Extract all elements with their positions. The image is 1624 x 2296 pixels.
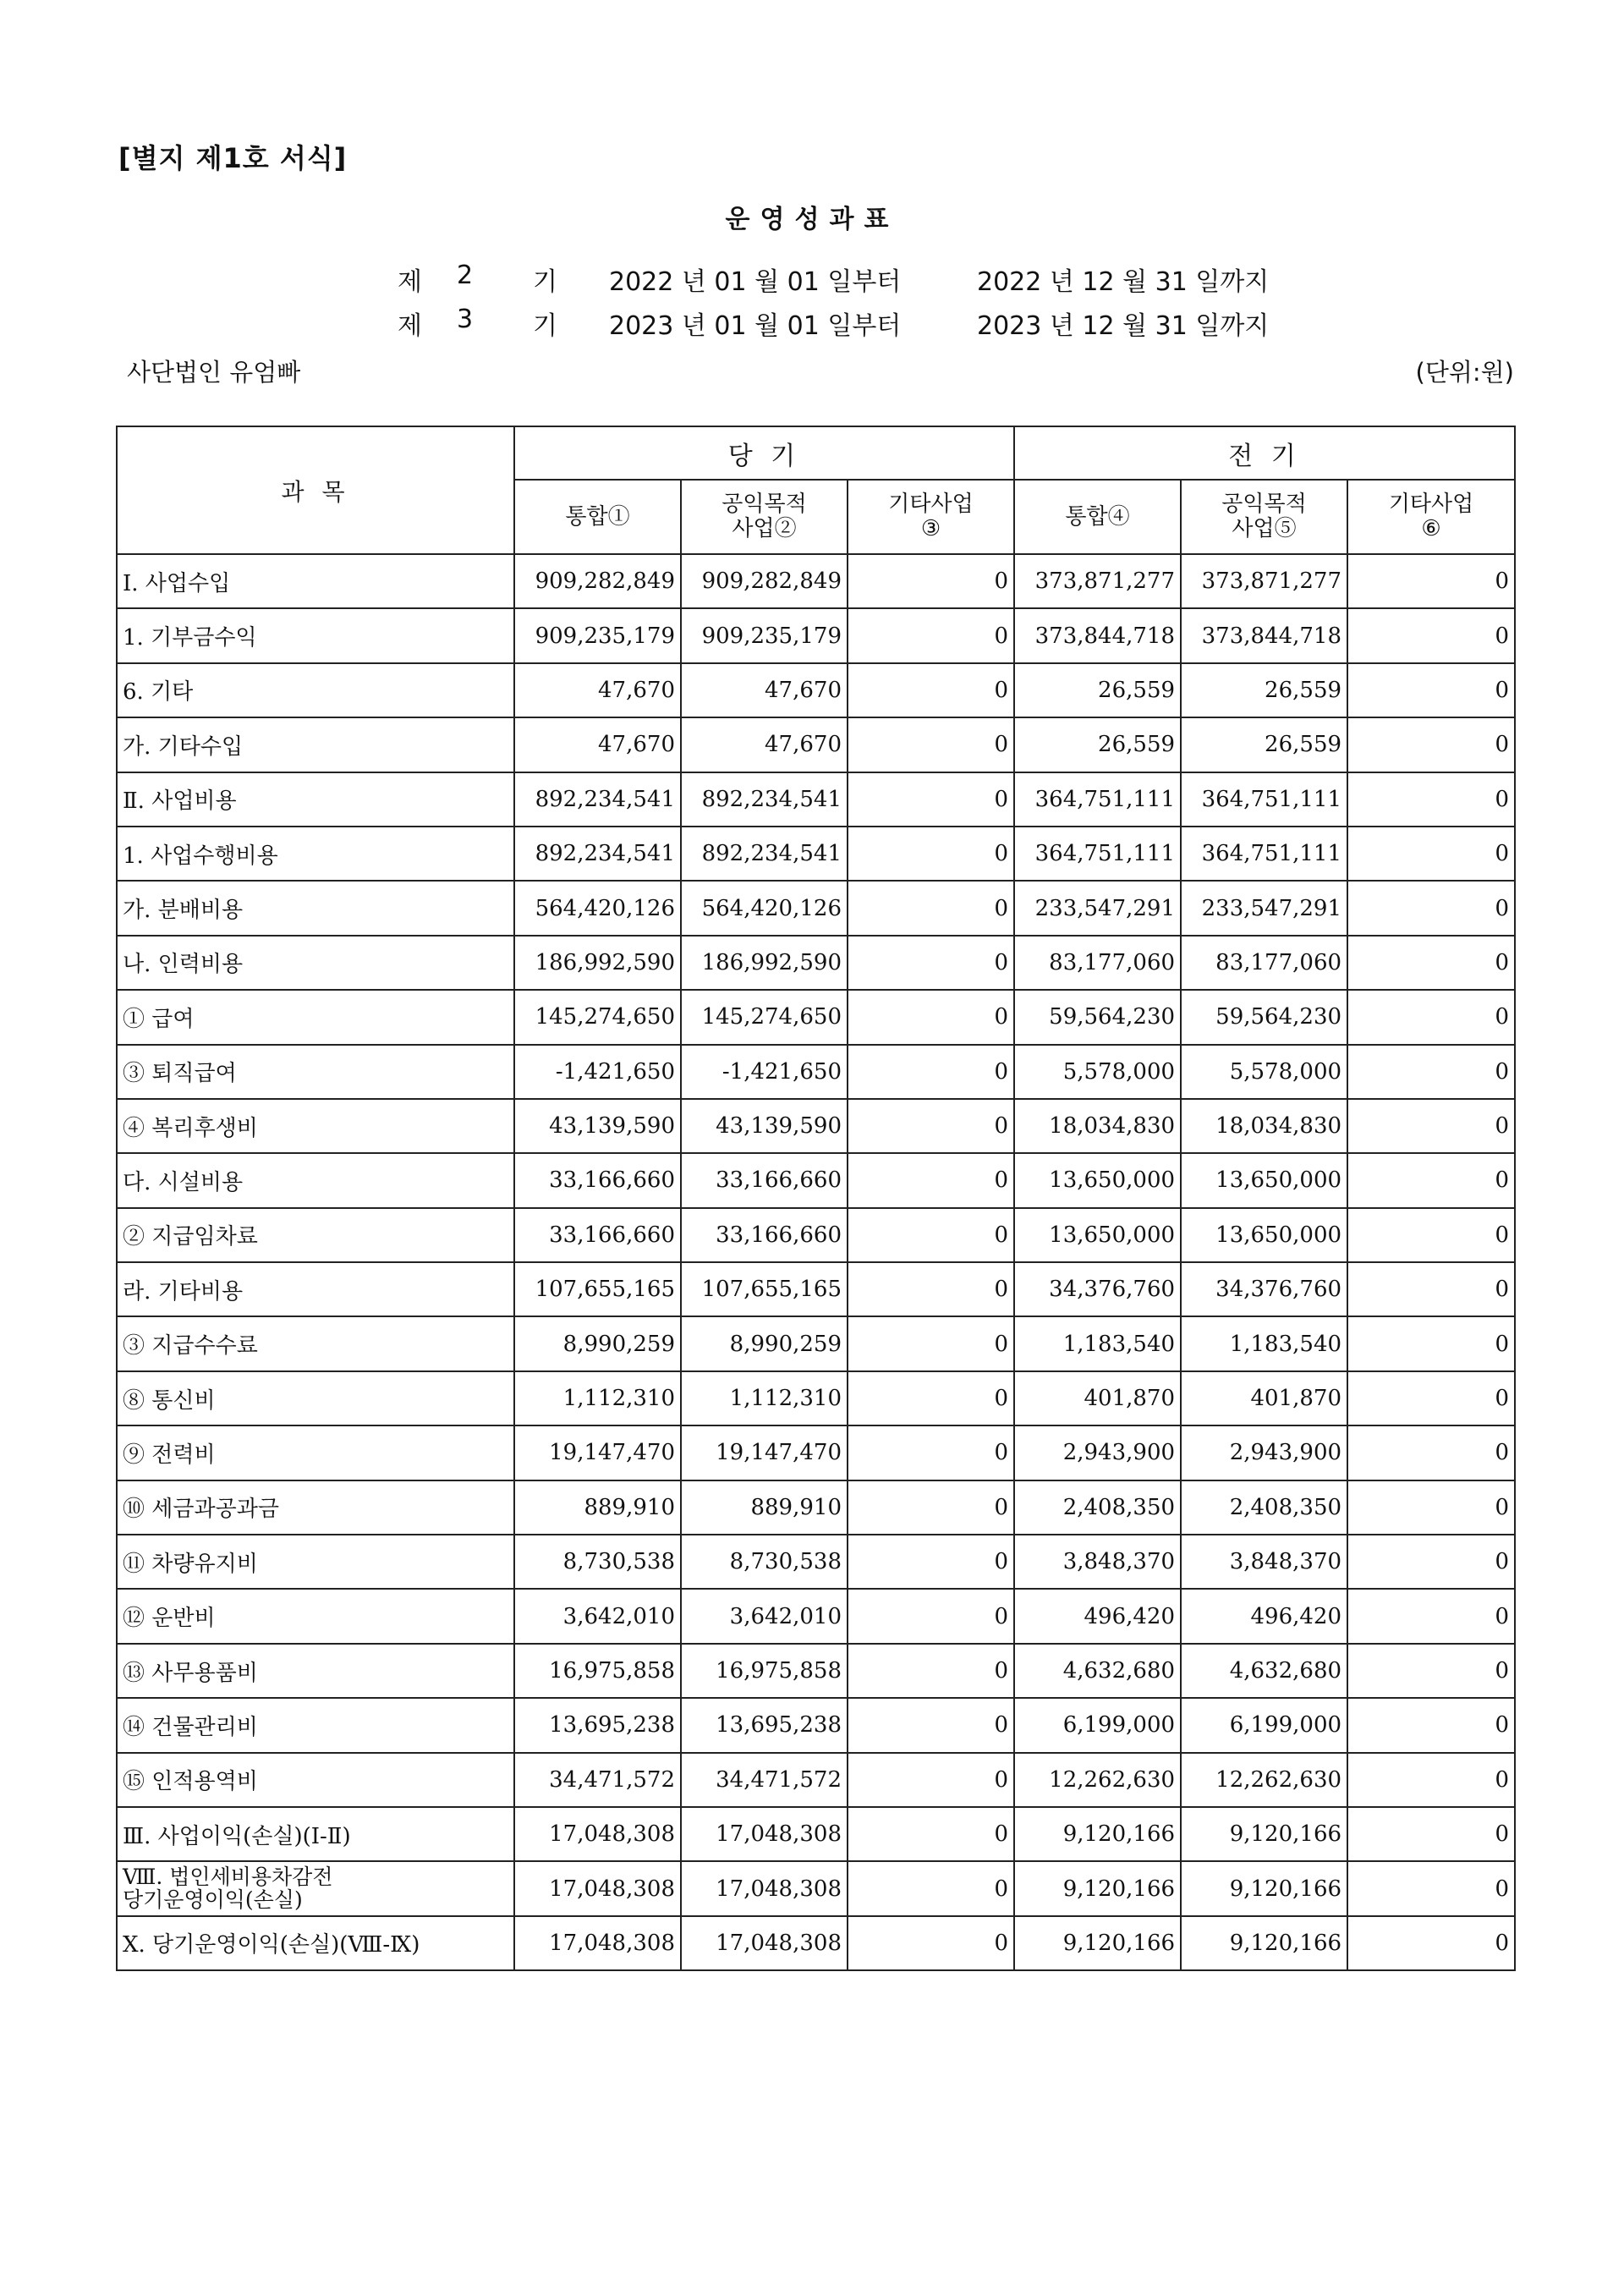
document-title: 운영성과표 — [725, 205, 899, 234]
row-subject: 가. 기타수입 — [117, 717, 514, 772]
amount-cell: 364,751,111 — [1181, 827, 1347, 881]
row-subject: ⑭ 건물관리비 — [117, 1698, 514, 1752]
row-subject: ⑨ 전력비 — [117, 1425, 514, 1480]
current-period-header: 당 기 — [514, 426, 1014, 480]
table-row — [117, 1208, 1515, 1262]
amount-cell: 9,120,166 — [1014, 1807, 1181, 1861]
amount-cell: 0 — [1347, 1698, 1515, 1752]
col-header-public-previous — [1181, 480, 1347, 554]
col-header-combined-current — [514, 480, 681, 554]
amount-cell: 373,871,277 — [1181, 554, 1347, 608]
amount-cell: 0 — [1347, 554, 1515, 608]
amount-cell: 17,048,308 — [514, 1861, 681, 1915]
amount-cell: 0 — [1347, 1861, 1515, 1915]
amount-cell: 0 — [1347, 1153, 1515, 1207]
amount-cell: 0 — [848, 1644, 1014, 1698]
row-subject: ⑬ 사무용품비 — [117, 1644, 514, 1698]
amount-cell: 3,848,370 — [1014, 1535, 1181, 1589]
col-header-text: 통합④ — [1065, 503, 1130, 530]
amount-cell: 364,751,111 — [1181, 772, 1347, 827]
table-row — [117, 827, 1515, 881]
amount-cell: 0 — [848, 936, 1014, 990]
table-row — [117, 1535, 1515, 1589]
amount-cell: 13,695,238 — [681, 1698, 848, 1752]
amount-cell: -1,421,650 — [514, 1045, 681, 1099]
amount-cell: 892,234,541 — [514, 827, 681, 881]
amount-cell: 0 — [848, 1535, 1014, 1589]
amount-cell: 0 — [848, 1425, 1014, 1480]
amount-cell: 0 — [848, 1316, 1014, 1370]
amount-cell: 0 — [1347, 936, 1515, 990]
col-header-other-previous — [1347, 480, 1515, 554]
amount-cell: 0 — [848, 1153, 1014, 1207]
row-subject: ⑧ 통신비 — [117, 1371, 514, 1425]
amount-cell: 8,990,259 — [514, 1316, 681, 1370]
amount-cell: 2,943,900 — [1181, 1425, 1347, 1480]
amount-cell: 0 — [848, 1208, 1014, 1262]
organization-name: 사단법인 유엄빠 — [127, 358, 301, 387]
row-subject: Ⅱ. 사업비용 — [117, 772, 514, 827]
row-subject: ⑩ 세금과공과금 — [117, 1480, 514, 1535]
amount-cell: 0 — [1347, 608, 1515, 662]
row-subject: ② 지급임차료 — [117, 1208, 514, 1262]
amount-cell: 0 — [848, 1371, 1014, 1425]
amount-cell: 0 — [1347, 990, 1515, 1044]
amount-cell: 0 — [848, 1045, 1014, 1099]
amount-cell: 17,048,308 — [514, 1916, 681, 1970]
amount-cell: 13,650,000 — [1014, 1153, 1181, 1207]
table-body — [117, 554, 1515, 1970]
amount-cell: 16,975,858 — [514, 1644, 681, 1698]
amount-cell: 18,034,830 — [1014, 1099, 1181, 1153]
table-row — [117, 1861, 1515, 1915]
form-label: [별지 제1호 서식] — [118, 142, 348, 174]
amount-cell: 1,183,540 — [1181, 1316, 1347, 1370]
table-row — [117, 1807, 1515, 1861]
amount-cell: 233,547,291 — [1181, 881, 1347, 935]
amount-cell: 0 — [848, 772, 1014, 827]
amount-cell: 0 — [848, 827, 1014, 881]
table-row — [117, 663, 1515, 717]
amount-cell: 34,376,760 — [1181, 1262, 1347, 1316]
amount-cell: 107,655,165 — [681, 1262, 848, 1316]
amount-cell: 26,559 — [1014, 663, 1181, 717]
amount-cell: 4,632,680 — [1181, 1644, 1347, 1698]
amount-cell: 0 — [1347, 881, 1515, 935]
amount-cell: 0 — [1347, 1316, 1515, 1370]
amount-cell: 0 — [848, 1861, 1014, 1915]
amount-cell: 0 — [848, 554, 1014, 608]
amount-cell: 0 — [1347, 1262, 1515, 1316]
table-row — [117, 1371, 1515, 1425]
table-row — [117, 1589, 1515, 1643]
amount-cell: 33,166,660 — [681, 1153, 848, 1207]
row-subject: 1. 사업수행비용 — [117, 827, 514, 881]
amount-cell: 83,177,060 — [1014, 936, 1181, 990]
subject-header: 과 목 — [117, 426, 514, 554]
amount-cell: 0 — [1347, 1916, 1515, 1970]
amount-cell: 17,048,308 — [681, 1807, 848, 1861]
amount-cell: 18,034,830 — [1181, 1099, 1347, 1153]
amount-cell: 909,282,849 — [514, 554, 681, 608]
period-je: 제 — [398, 311, 422, 341]
table-row — [117, 936, 1515, 990]
amount-cell: 33,166,660 — [514, 1153, 681, 1207]
amount-cell: 364,751,111 — [1014, 772, 1181, 827]
amount-cell: 496,420 — [1181, 1589, 1347, 1643]
amount-cell: 496,420 — [1014, 1589, 1181, 1643]
amount-cell: 373,871,277 — [1014, 554, 1181, 608]
amount-cell: 19,147,470 — [681, 1425, 848, 1480]
amount-cell: 43,139,590 — [514, 1099, 681, 1153]
amount-cell: 889,910 — [681, 1480, 848, 1535]
amount-cell: 59,564,230 — [1014, 990, 1181, 1044]
amount-cell: 2,943,900 — [1014, 1425, 1181, 1480]
amount-cell: 0 — [1347, 1589, 1515, 1643]
col-header-other-current — [848, 480, 1014, 554]
amount-cell: 47,670 — [681, 663, 848, 717]
amount-cell: 1,112,310 — [681, 1371, 848, 1425]
table-row — [117, 1644, 1515, 1698]
col-header-text: 기타사업 — [1388, 492, 1474, 518]
amount-cell: 47,670 — [514, 717, 681, 772]
amount-cell: 0 — [848, 608, 1014, 662]
amount-cell: 0 — [1347, 663, 1515, 717]
table-row — [117, 772, 1515, 827]
amount-cell: 13,695,238 — [514, 1698, 681, 1752]
amount-cell: 401,870 — [1181, 1371, 1347, 1425]
amount-cell: 0 — [848, 1698, 1014, 1752]
amount-cell: 889,910 — [514, 1480, 681, 1535]
col-header-text: 통합① — [565, 503, 630, 530]
row-subject: 다. 시설비용 — [117, 1153, 514, 1207]
row-subject: ⑫ 운반비 — [117, 1589, 514, 1643]
amount-cell: 4,632,680 — [1014, 1644, 1181, 1698]
amount-cell: 186,992,590 — [514, 936, 681, 990]
amount-cell: 0 — [848, 1916, 1014, 1970]
row-subject: ③ 퇴직급여 — [117, 1045, 514, 1099]
amount-cell: 9,120,166 — [1014, 1916, 1181, 1970]
amount-cell: 0 — [848, 663, 1014, 717]
amount-cell: 47,670 — [681, 717, 848, 772]
amount-cell: 0 — [1347, 1371, 1515, 1425]
amount-cell: 0 — [1347, 772, 1515, 827]
amount-cell: 186,992,590 — [681, 936, 848, 990]
amount-cell: 564,420,126 — [681, 881, 848, 935]
amount-cell: 233,547,291 — [1014, 881, 1181, 935]
row-subject: 가. 분배비용 — [117, 881, 514, 935]
amount-cell: 0 — [848, 881, 1014, 935]
amount-cell: 6,199,000 — [1181, 1698, 1347, 1752]
row-subject: Ⅷ. 법인세비용차감전 당기운영이익(손실) — [117, 1861, 514, 1915]
row-subject: ④ 복리후생비 — [117, 1099, 514, 1153]
table-row — [117, 1916, 1515, 1970]
amount-cell: 34,471,572 — [681, 1753, 848, 1807]
amount-cell: 19,147,470 — [514, 1425, 681, 1480]
amount-cell: 8,990,259 — [681, 1316, 848, 1370]
amount-cell: 909,235,179 — [681, 608, 848, 662]
amount-cell: 33,166,660 — [681, 1208, 848, 1262]
row-subject: Ⅲ. 사업이익(손실)(Ⅰ-Ⅱ) — [117, 1807, 514, 1861]
amount-cell: 0 — [1347, 1045, 1515, 1099]
col-header-text: 기타사업 — [888, 492, 974, 518]
amount-cell: 0 — [848, 1589, 1014, 1643]
row-subject: ⑮ 인적용역비 — [117, 1753, 514, 1807]
col-header-text: 사업② — [732, 516, 797, 541]
row-subject: Ⅰ. 사업수입 — [117, 554, 514, 608]
amount-cell: 0 — [848, 717, 1014, 772]
amount-cell: 33,166,660 — [514, 1208, 681, 1262]
amount-cell: 2,408,350 — [1181, 1480, 1347, 1535]
amount-cell: 0 — [848, 1262, 1014, 1316]
amount-cell: 0 — [1347, 1480, 1515, 1535]
amount-cell: 17,048,308 — [681, 1861, 848, 1915]
amount-cell: 17,048,308 — [514, 1807, 681, 1861]
unit-label: (단위:원) — [1415, 358, 1514, 387]
row-subject: 6. 기타 — [117, 663, 514, 717]
amount-cell: 6,199,000 — [1014, 1698, 1181, 1752]
amount-cell: 0 — [1347, 1535, 1515, 1589]
amount-cell: 0 — [848, 1480, 1014, 1535]
period-number: 2 — [457, 261, 474, 290]
row-subject: Ⅹ. 당기운영이익(손실)(Ⅷ-Ⅸ) — [117, 1916, 514, 1970]
amount-cell: 3,848,370 — [1181, 1535, 1347, 1589]
amount-cell: 9,120,166 — [1181, 1807, 1347, 1861]
row-subject: 라. 기타비용 — [117, 1262, 514, 1316]
table-row — [117, 1425, 1515, 1480]
amount-cell: 12,262,630 — [1014, 1753, 1181, 1807]
amount-cell: 892,234,541 — [681, 772, 848, 827]
amount-cell: 9,120,166 — [1181, 1861, 1347, 1915]
amount-cell: 0 — [848, 1807, 1014, 1861]
amount-cell: 364,751,111 — [1014, 827, 1181, 881]
amount-cell: 0 — [1347, 1425, 1515, 1480]
table-row — [117, 1316, 1515, 1370]
amount-cell: 47,670 — [514, 663, 681, 717]
amount-cell: 0 — [1347, 717, 1515, 772]
table-row — [117, 1153, 1515, 1207]
table-row — [117, 717, 1515, 772]
table-row — [117, 608, 1515, 662]
table-row — [117, 1262, 1515, 1316]
amount-cell: 83,177,060 — [1181, 936, 1347, 990]
amount-cell: 892,234,541 — [681, 827, 848, 881]
col-header-text: 공익목적 — [721, 492, 807, 518]
col-header-combined-previous — [1014, 480, 1181, 554]
amount-cell: 0 — [848, 1753, 1014, 1807]
amount-cell: 0 — [1347, 1807, 1515, 1861]
row-subject: ③ 지급수수료 — [117, 1316, 514, 1370]
period-start-date: 2023 년 01 월 01 일부터 — [609, 311, 902, 341]
col-header-public-current — [681, 480, 848, 554]
amount-cell: 5,578,000 — [1014, 1045, 1181, 1099]
operating-results-table — [116, 426, 1516, 1971]
amount-cell: 1,112,310 — [514, 1371, 681, 1425]
amount-cell: 0 — [1347, 1208, 1515, 1262]
amount-cell: 909,282,849 — [681, 554, 848, 608]
amount-cell: 0 — [1347, 1099, 1515, 1153]
amount-cell: 13,650,000 — [1181, 1208, 1347, 1262]
amount-cell: 13,650,000 — [1014, 1208, 1181, 1262]
amount-cell: 0 — [1347, 827, 1515, 881]
amount-cell: 1,183,540 — [1014, 1316, 1181, 1370]
period-gi: 기 — [533, 267, 557, 297]
row-subject: 나. 인력비용 — [117, 936, 514, 990]
amount-cell: 26,559 — [1181, 663, 1347, 717]
amount-cell: -1,421,650 — [681, 1045, 848, 1099]
period-gi: 기 — [533, 311, 557, 341]
amount-cell: 3,642,010 — [681, 1589, 848, 1643]
row-subject: ⑪ 차량유지비 — [117, 1535, 514, 1589]
table-row — [117, 1480, 1515, 1535]
amount-cell: 0 — [1347, 1753, 1515, 1807]
period-end-date: 2023 년 12 월 31 일까지 — [977, 311, 1270, 341]
amount-cell: 8,730,538 — [514, 1535, 681, 1589]
amount-cell: 401,870 — [1014, 1371, 1181, 1425]
table-row — [117, 990, 1515, 1044]
period-start-date: 2022 년 01 월 01 일부터 — [609, 267, 902, 297]
table-row — [117, 554, 1515, 608]
table-row — [117, 1753, 1515, 1807]
row-subject: 1. 기부금수익 — [117, 608, 514, 662]
table-row — [117, 1045, 1515, 1099]
amount-cell: 8,730,538 — [681, 1535, 848, 1589]
amount-cell: 34,471,572 — [514, 1753, 681, 1807]
amount-cell: 564,420,126 — [514, 881, 681, 935]
table-row — [117, 1099, 1515, 1153]
amount-cell: 12,262,630 — [1181, 1753, 1347, 1807]
period-number: 3 — [457, 305, 474, 334]
amount-cell: 17,048,308 — [681, 1916, 848, 1970]
amount-cell: 2,408,350 — [1014, 1480, 1181, 1535]
amount-cell: 59,564,230 — [1181, 990, 1347, 1044]
table-row — [117, 881, 1515, 935]
amount-cell: 13,650,000 — [1181, 1153, 1347, 1207]
amount-cell: 9,120,166 — [1014, 1861, 1181, 1915]
col-header-text: 공익목적 — [1221, 492, 1307, 518]
amount-cell: 0 — [848, 990, 1014, 1044]
amount-cell: 0 — [848, 1099, 1014, 1153]
period-end-date: 2022 년 12 월 31 일까지 — [977, 267, 1270, 297]
amount-cell: 145,274,650 — [514, 990, 681, 1044]
amount-cell: 107,655,165 — [514, 1262, 681, 1316]
amount-cell: 373,844,718 — [1014, 608, 1181, 662]
amount-cell: 3,642,010 — [514, 1589, 681, 1643]
col-header-text: ③ — [920, 516, 941, 541]
amount-cell: 43,139,590 — [681, 1099, 848, 1153]
amount-cell: 26,559 — [1014, 717, 1181, 772]
amount-cell: 892,234,541 — [514, 772, 681, 827]
col-header-text: 사업⑤ — [1232, 516, 1297, 541]
amount-cell: 909,235,179 — [514, 608, 681, 662]
col-header-text: ⑥ — [1421, 516, 1441, 541]
amount-cell: 5,578,000 — [1181, 1045, 1347, 1099]
previous-period-header: 전 기 — [1014, 426, 1515, 480]
amount-cell: 9,120,166 — [1181, 1916, 1347, 1970]
table-row — [117, 1698, 1515, 1752]
row-subject: ① 급여 — [117, 990, 514, 1044]
amount-cell: 26,559 — [1181, 717, 1347, 772]
amount-cell: 16,975,858 — [681, 1644, 848, 1698]
period-je: 제 — [398, 267, 422, 297]
amount-cell: 373,844,718 — [1181, 608, 1347, 662]
amount-cell: 0 — [1347, 1644, 1515, 1698]
amount-cell: 34,376,760 — [1014, 1262, 1181, 1316]
amount-cell: 145,274,650 — [681, 990, 848, 1044]
